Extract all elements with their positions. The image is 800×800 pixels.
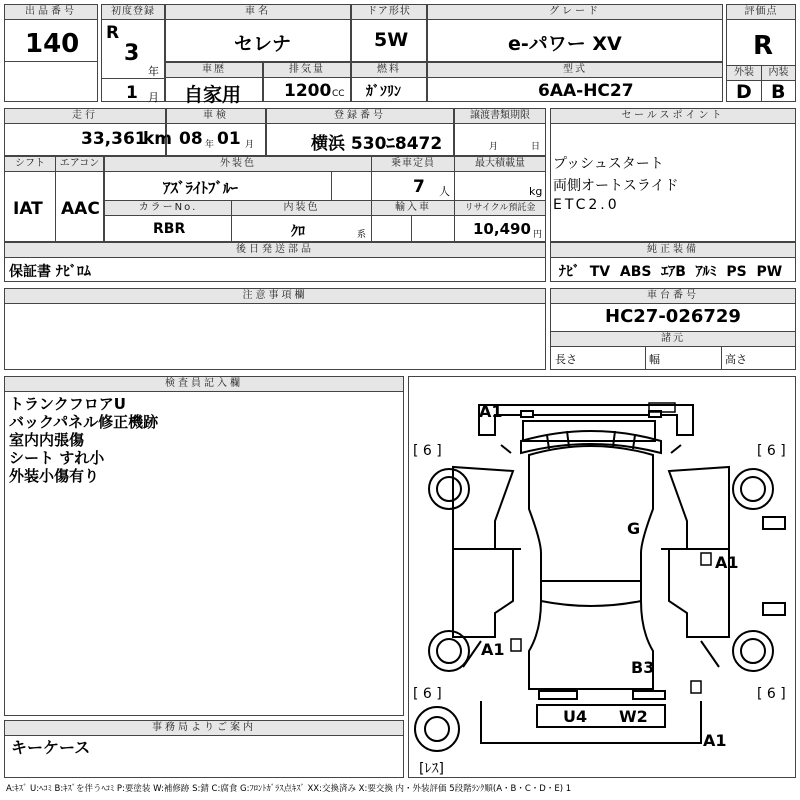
mark-a1-right: A1 bbox=[715, 553, 739, 572]
car-name-cell bbox=[165, 4, 351, 62]
model-cell bbox=[427, 62, 723, 102]
registration-number-cell bbox=[266, 108, 454, 156]
dimensions-label: 諸元 bbox=[551, 332, 795, 347]
transfer-doc-label: 譲渡書類期限 bbox=[455, 109, 545, 124]
import-label: 輸入車 bbox=[372, 201, 454, 216]
sales-point-1: プッシュスタート bbox=[553, 156, 664, 172]
tire-front-right: [ 6 ] bbox=[757, 443, 786, 459]
caution-label: 注意事項欄 bbox=[5, 289, 545, 304]
equipment-cell bbox=[550, 242, 796, 282]
registration-month: 1 bbox=[126, 83, 138, 103]
fuel: ｶﾞｿﾘﾝ bbox=[366, 84, 401, 100]
overall-score: R bbox=[753, 31, 774, 61]
sales-point-3: ETC2.0 bbox=[553, 197, 620, 213]
car-name: セレナ bbox=[234, 33, 292, 55]
sales-point-cell bbox=[550, 108, 796, 242]
width-label: 幅 bbox=[649, 353, 660, 366]
shift: IAT bbox=[13, 199, 43, 219]
aircon-label: エアコン bbox=[56, 157, 103, 172]
inspector-note-3: 室内内張傷 bbox=[9, 431, 85, 449]
office-note: キーケース bbox=[11, 738, 91, 757]
shift-aircon-block bbox=[4, 156, 104, 242]
chassis-number: HC27-026729 bbox=[605, 306, 741, 327]
color-no: RBR bbox=[153, 221, 186, 237]
era: R bbox=[106, 23, 120, 43]
mark-b3-roof: B3 bbox=[631, 658, 655, 677]
grade-cell bbox=[427, 4, 723, 62]
displacement-label: 排気量 bbox=[264, 63, 350, 78]
mark-u4-trunk: U4 bbox=[563, 707, 588, 726]
mileage: 33,361 bbox=[81, 129, 147, 149]
inspector-notes-label: 検査員記入欄 bbox=[5, 377, 403, 392]
color-no-label: カラーNo. bbox=[105, 201, 231, 216]
office-notes-cell bbox=[4, 720, 404, 778]
capacity: 7 bbox=[413, 177, 425, 197]
history-cell bbox=[165, 62, 263, 106]
history-label: 車歴 bbox=[166, 63, 262, 78]
registration-number: 横浜 530ﾆ8472 bbox=[311, 134, 443, 154]
capacity-label: 乗車定員 bbox=[372, 157, 454, 172]
mark-a1-left: A1 bbox=[481, 640, 505, 659]
lot-number: 140 bbox=[25, 29, 80, 59]
recycle-fee: 10,490 bbox=[473, 220, 531, 238]
exterior-label: 外装 bbox=[727, 66, 761, 81]
equipment-list: ﾅﾋﾞ TV ABS ｴｱB ｱﾙﾐ PS PW bbox=[559, 264, 783, 280]
grade-label: グレード bbox=[428, 5, 722, 20]
tire-front-left: [ 6 ] bbox=[413, 443, 442, 459]
interior-label: 内装 bbox=[762, 66, 795, 81]
mark-a1-front: A1 bbox=[479, 402, 503, 421]
lot-number-label: 出品番号 bbox=[5, 5, 97, 20]
score-label: 評価点 bbox=[727, 5, 795, 20]
registration-year: 3 bbox=[124, 41, 140, 66]
score-cell bbox=[726, 4, 796, 102]
later-parts-cell bbox=[4, 242, 546, 282]
length-label: 長さ bbox=[555, 353, 577, 366]
equipment-label: 純正装備 bbox=[551, 243, 795, 258]
inspector-note-4: シート すれ小 bbox=[9, 449, 105, 467]
first-registration-label: 初度登録 bbox=[102, 5, 164, 20]
recycle-label: リサイクル預託金 bbox=[455, 201, 545, 216]
door-cell bbox=[351, 4, 427, 62]
caution-cell bbox=[4, 288, 546, 370]
interior-color-label: 内装色 bbox=[232, 201, 371, 216]
car-name-label: 車名 bbox=[166, 5, 350, 20]
shift-label: シフト bbox=[5, 157, 55, 172]
fuel-label: 燃料 bbox=[352, 63, 426, 78]
mark-a1-rear: A1 bbox=[703, 731, 727, 750]
max-load-label: 最大積載量 bbox=[455, 157, 545, 172]
inspection-month: 01 bbox=[217, 129, 241, 149]
car-diagram bbox=[409, 377, 795, 777]
mileage-label: 走行 bbox=[5, 109, 165, 124]
registration-number-label: 登録番号 bbox=[267, 109, 453, 124]
office-notes-label: 事務局よりご案内 bbox=[5, 721, 403, 736]
color-label: 外装色 bbox=[105, 157, 371, 172]
inspector-notes-cell bbox=[4, 376, 404, 716]
first-registration-cell: 初度登録 R 3 年 1 月 bbox=[101, 4, 165, 102]
mark-g-windshield: G bbox=[627, 519, 641, 538]
history: 自家用 bbox=[184, 84, 242, 106]
car-diagram-cell bbox=[408, 376, 796, 778]
exterior-color: ｱｽﾞﾗｲﾄﾌﾞﾙｰ bbox=[163, 179, 239, 197]
inspection-cell: 車検 08 年 01 月 bbox=[166, 108, 266, 156]
chassis-cell bbox=[550, 288, 796, 370]
sales-point-label: セールスポイント bbox=[551, 109, 795, 124]
inspector-note-1: トランクフロアU bbox=[9, 395, 126, 413]
color-block: 外装色 乗車定員 最大積載量 ｱｽﾞﾗｲﾄﾌﾞﾙｰ 7 人 kg カラーNo. 内装色 輸入車 リサイクル預託金 RBR ｸﾛ 系 10,490 円 bbox=[104, 156, 546, 242]
inspection-label: 車検 bbox=[167, 109, 265, 124]
displacement: 1200 bbox=[284, 81, 332, 101]
model-label: 型式 bbox=[428, 63, 722, 78]
legend: A:ｷｽﾞ U:ﾍｺﾐ B:ｷｽﾞを伴うﾍｺﾐ P:要塗装 W:補修跡 S:錆 C:腐食 G:ﾌﾛﾝﾄｶﾞﾗｽ点ｷｽﾞ XX:交換済み X:要交換 内・外装評価 5段階ﾗﾝｸ順(A・B・C・D・E) 1 bbox=[6, 784, 572, 794]
later-parts-label: 後日発送部品 bbox=[5, 243, 545, 258]
grade: e-パワー XV bbox=[508, 33, 622, 55]
mileage-cell: 走行 33,361 km bbox=[4, 108, 166, 156]
later-parts: 保証書 ﾅﾋﾞﾛﾑ bbox=[9, 264, 91, 280]
model-code: 6AA-HC27 bbox=[538, 81, 634, 101]
transfer-doc-cell: 譲渡書類期限 月 日 bbox=[454, 108, 546, 156]
exterior-score: D bbox=[736, 81, 752, 103]
sales-point-2: 両側オートスライド bbox=[553, 178, 679, 194]
height-label: 高さ bbox=[725, 353, 747, 366]
interior-color: ｸﾛ bbox=[291, 224, 305, 240]
tire-rear-left: [ 6 ] bbox=[413, 686, 442, 702]
door-label: ドア形状 bbox=[352, 5, 426, 20]
lot-number-cell bbox=[4, 4, 98, 102]
fuel-cell bbox=[351, 62, 427, 102]
aircon: AAC bbox=[61, 199, 100, 219]
door-type: 5W bbox=[374, 29, 409, 51]
inspector-note-5: 外装小傷有り bbox=[9, 467, 100, 485]
spare-tire: [ﾚｽ] bbox=[419, 761, 444, 777]
inspection-year: 08 bbox=[179, 129, 203, 149]
chassis-label: 車台番号 bbox=[551, 289, 795, 304]
tire-rear-right: [ 6 ] bbox=[757, 686, 786, 702]
inspector-note-2: バックパネル修正機跡 bbox=[9, 413, 159, 431]
interior-score: B bbox=[771, 81, 786, 103]
mark-w2-trunk: W2 bbox=[619, 707, 648, 726]
displacement-cell: 排気量 1200 CC bbox=[263, 62, 351, 102]
